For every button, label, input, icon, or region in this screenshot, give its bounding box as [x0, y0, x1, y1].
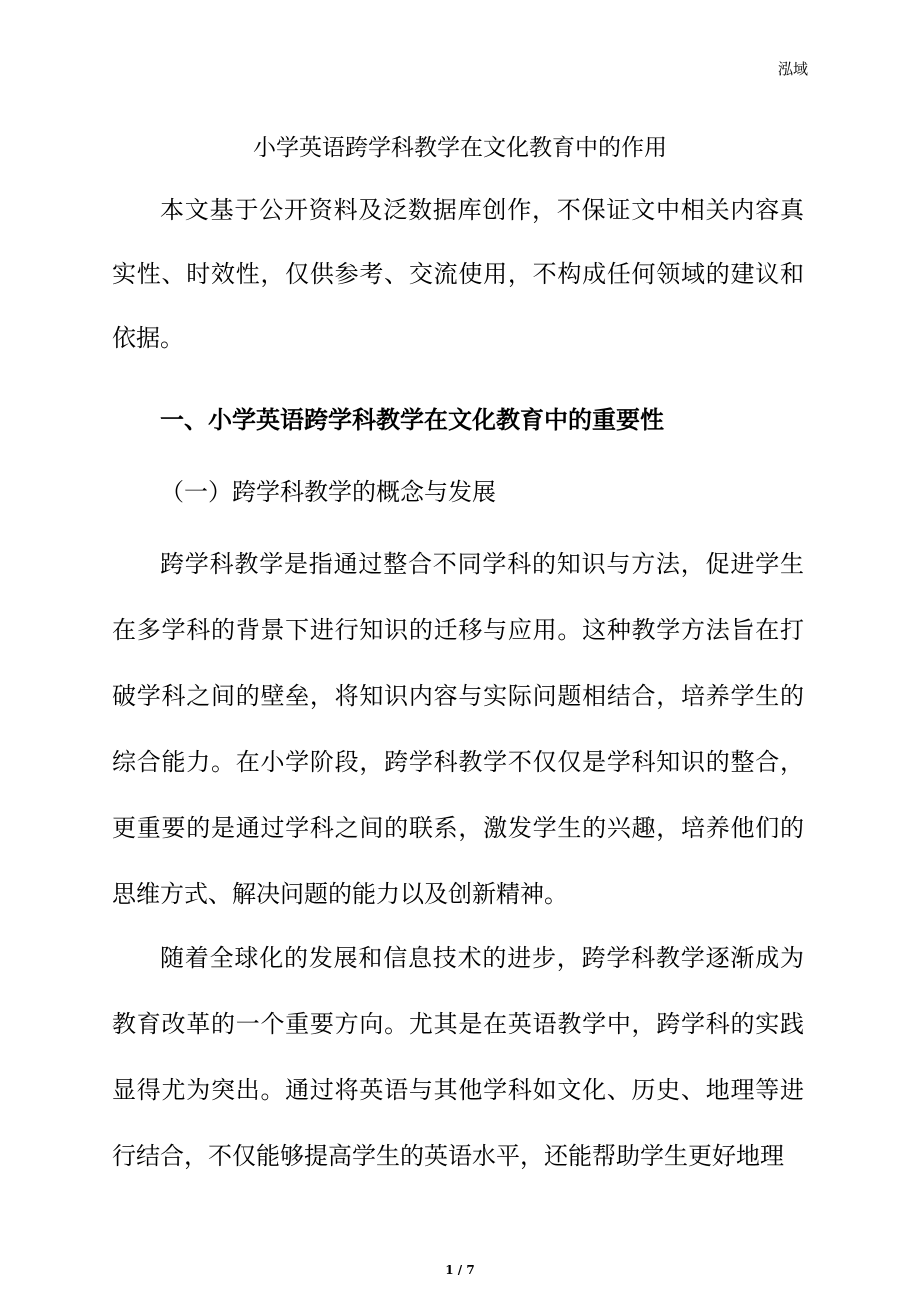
header-mark: 泓域	[777, 60, 808, 78]
body-paragraph: 跨学科教学是指通过整合不同学科的知识与方法，促进学生在多学科的背景下进行知识的迁移与应用。这种教学方法旨在打破学科之间的壁垒，将知识内容与实际问题相结合，培养学生的综合能力。在小学阶段，跨学科教学不仅仅是学科知识的整合，更重要的是通过学科之间的联系，激发学生的兴趣，培养他们的思维方式、解决问题的能力以及创新精神。	[112, 550, 804, 908]
body-paragraph: 随着全球化的发展和信息技术的进步，跨学科教学逐渐成为教育改革的一个重要方向。尤其是在英语教学中，跨学科的实践显得尤为突出。通过将英语与其他学科如文化、历史、地理等进行结合，不仅能够提高学生的英语水平，还能帮助学生更好地理	[112, 944, 804, 1170]
page-number: 1 / 7	[445, 1263, 475, 1277]
disclaimer-paragraph: 本文基于公开资料及泛数据库创作，不保证文中相关内容真实性、时效性，仅供参考、交流使用，不构成任何领域的建议和依据。	[112, 196, 804, 352]
document-title: 小学英语跨学科教学在文化教育中的作用	[253, 135, 667, 161]
subsection-heading: （一）跨学科教学的概念与发展	[160, 478, 496, 506]
section-heading: 一、小学英语跨学科教学在文化教育中的重要性	[160, 406, 664, 434]
